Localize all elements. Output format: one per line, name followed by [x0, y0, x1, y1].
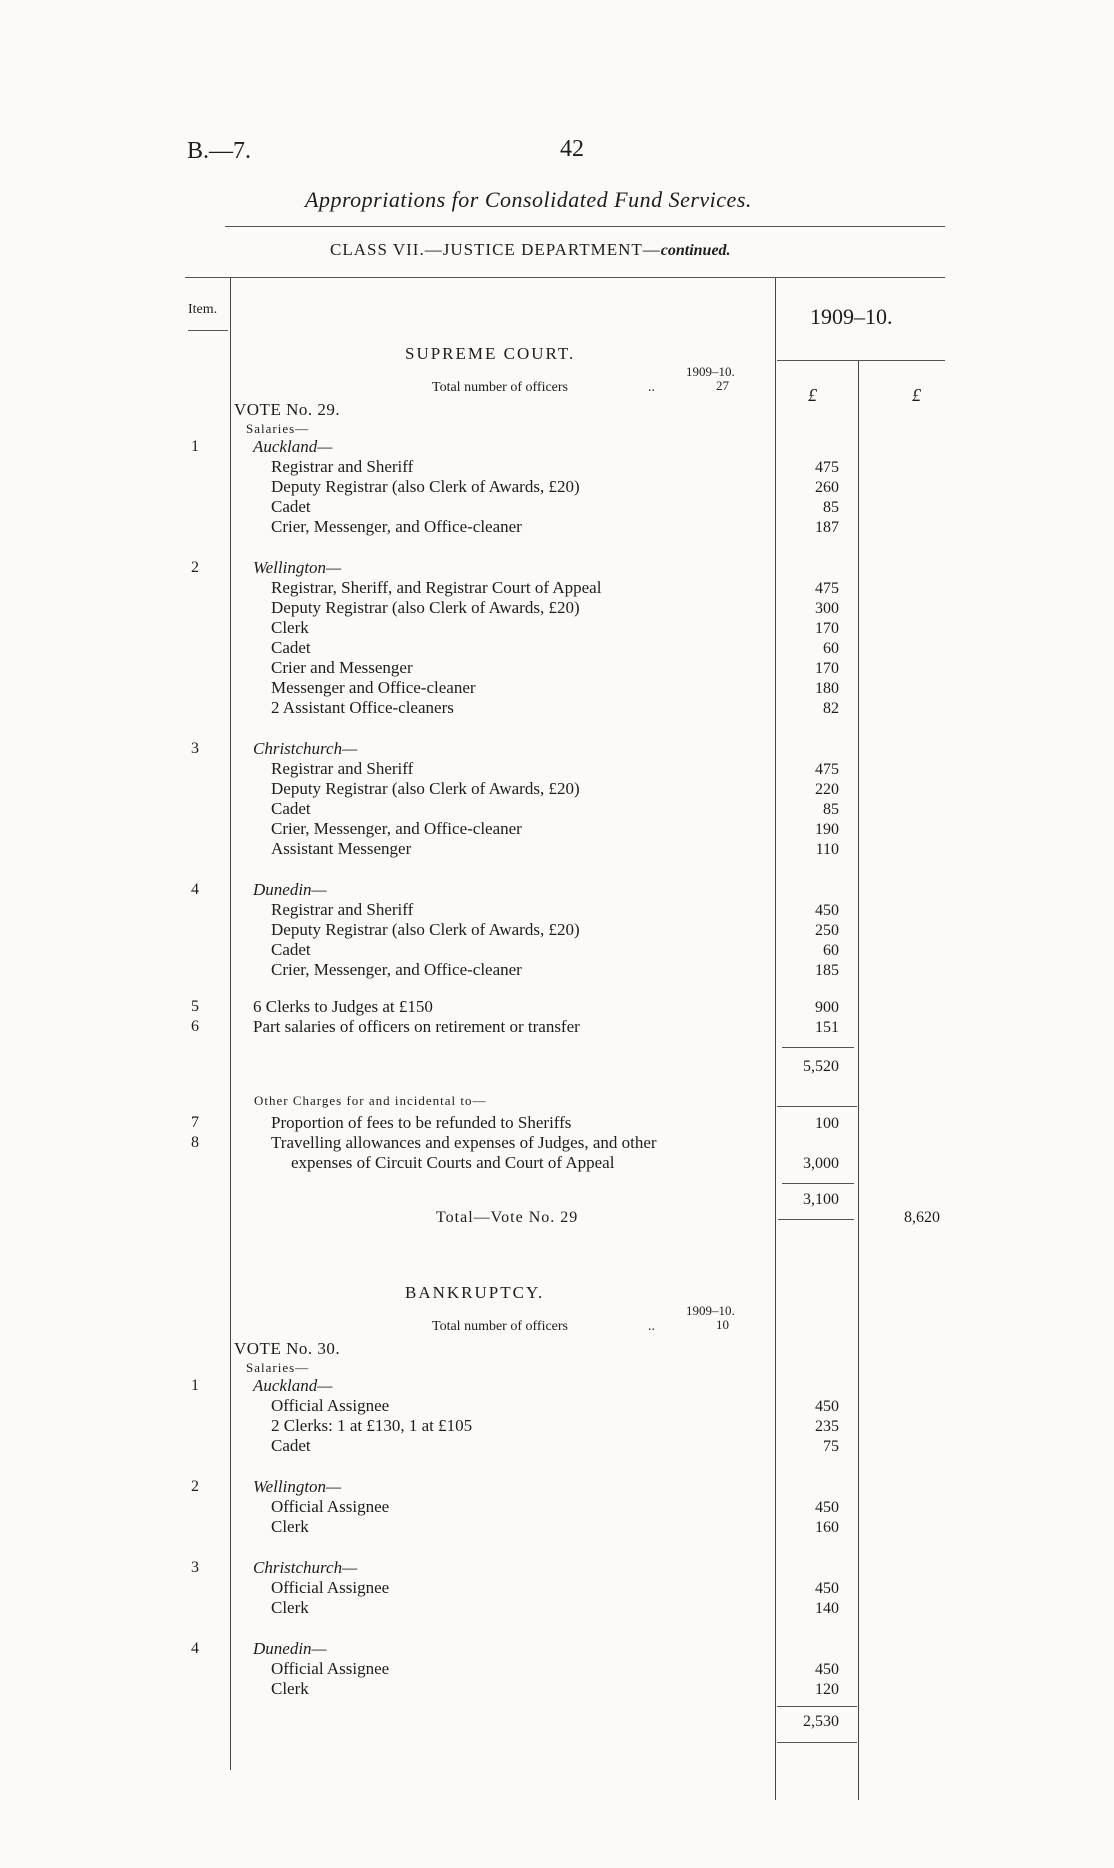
- bankruptcy-subtotal-rule: [777, 1706, 857, 1707]
- row-description: Clerk: [271, 618, 309, 637]
- table-row: [180, 638, 960, 657]
- vote-total: 8,620: [904, 1209, 940, 1226]
- row-description: Clerk: [271, 1598, 309, 1617]
- row-description: Crier, Messenger, and Office-cleaner: [271, 517, 522, 536]
- table-row: [180, 517, 960, 536]
- table-row: [180, 1113, 960, 1132]
- table-row: [180, 497, 960, 516]
- row-amount: 300: [815, 600, 839, 617]
- item-number: 4: [191, 1640, 199, 1657]
- table-row: [180, 940, 960, 959]
- row-amount: 85: [823, 499, 839, 516]
- class-title-suffix: continued.: [660, 242, 731, 259]
- officers-label: Total number of officers: [432, 1319, 568, 1334]
- pound-unit-2: £: [912, 385, 921, 405]
- table-row: [180, 960, 960, 979]
- row-description: Cadet: [271, 799, 311, 818]
- place-heading: Wellington—: [253, 558, 342, 577]
- row-description: 2 Assistant Office-cleaners: [271, 698, 454, 717]
- item-column-header: Item.: [188, 302, 218, 317]
- table-top-rule: [185, 277, 945, 278]
- charges-rule: [777, 1106, 857, 1107]
- row-description: Official Assignee: [271, 1659, 390, 1678]
- table-row: [180, 819, 960, 838]
- vote-total-label: Total—Vote No. 29: [436, 1209, 579, 1226]
- table-row: [180, 1017, 960, 1036]
- officers-label: Total number of officers: [432, 380, 568, 395]
- item-number: 3: [191, 740, 199, 757]
- table-row: [180, 457, 960, 476]
- bankruptcy-bottom-rule: [777, 1742, 857, 1743]
- row-amount: 170: [815, 620, 839, 637]
- row-description: Deputy Registrar (also Clerk of Awards, £20): [271, 779, 580, 798]
- page-reference: B.—7.: [187, 138, 252, 164]
- row-description: Clerk: [271, 1517, 309, 1536]
- row-amount: 120: [815, 1681, 839, 1698]
- row-amount: 187: [815, 519, 839, 536]
- supreme-section-title: SUPREME COURT.: [405, 344, 576, 363]
- row-description: Registrar and Sheriff: [271, 457, 414, 476]
- row-description: Cadet: [271, 940, 311, 959]
- salaries-subtotal: 5,520: [803, 1058, 839, 1075]
- group-heading: [180, 437, 960, 456]
- row-amount: 60: [823, 942, 839, 959]
- row-description: expenses of Circuit Courts and Court of Appeal: [291, 1153, 615, 1172]
- row-description: Deputy Registrar (also Clerk of Awards, £20): [271, 477, 580, 496]
- row-amount: 450: [815, 1398, 839, 1415]
- group-heading: [180, 1639, 960, 1658]
- year-header-rule: [777, 360, 945, 361]
- item-number: 4: [191, 881, 199, 898]
- table-row: [180, 698, 960, 717]
- table-row: [180, 997, 960, 1016]
- table-row: [180, 477, 960, 496]
- row-description: Deputy Registrar (also Clerk of Awards, £20): [271, 920, 580, 939]
- charges-subtotal: 3,100: [803, 1191, 839, 1208]
- table-row: [180, 920, 960, 939]
- place-heading: Dunedin—: [253, 1639, 327, 1658]
- row-description: Registrar, Sheriff, and Registrar Court of Appeal: [271, 578, 602, 597]
- page-number: 42: [560, 136, 584, 162]
- row-description: Crier, Messenger, and Office-cleaner: [271, 960, 522, 979]
- table-row: [180, 1497, 960, 1516]
- charges-total-rule: [782, 1183, 854, 1184]
- officers-year: 1909–10.: [686, 364, 735, 379]
- table-row: [180, 1578, 960, 1597]
- table-row: [180, 900, 960, 919]
- table-row: [180, 1598, 960, 1617]
- item-number: 3: [191, 1559, 199, 1576]
- title-rule: [225, 226, 945, 227]
- item-number: 2: [191, 559, 199, 576]
- row-amount: 475: [815, 761, 839, 778]
- row-amount: 475: [815, 459, 839, 476]
- row-amount: 450: [815, 902, 839, 919]
- table-row: [180, 1436, 960, 1455]
- table-row: [180, 1659, 960, 1678]
- row-amount: 75: [823, 1438, 839, 1455]
- row-amount: 100: [815, 1115, 839, 1132]
- table-row: [180, 1153, 960, 1172]
- page-title: Appropriations for Consolidated Fund Services.: [305, 187, 752, 212]
- item-number: 2: [191, 1478, 199, 1495]
- row-description: 2 Clerks: 1 at £130, 1 at £105: [271, 1416, 473, 1435]
- item-number: 6: [191, 1018, 199, 1035]
- table-row: [180, 678, 960, 697]
- group-heading: [180, 1376, 960, 1395]
- row-amount: 475: [815, 580, 839, 597]
- group-heading: [180, 558, 960, 577]
- row-description: Registrar and Sheriff: [271, 900, 414, 919]
- place-heading: Wellington—: [253, 1477, 342, 1496]
- group-heading: [180, 739, 960, 758]
- table-row: [180, 779, 960, 798]
- row-amount: 170: [815, 660, 839, 677]
- salaries-heading: Salaries—: [246, 1360, 310, 1375]
- row-amount: 260: [815, 479, 839, 496]
- table-row: [180, 839, 960, 858]
- table-row: [180, 578, 960, 597]
- item-number: 1: [191, 1377, 199, 1394]
- subtotal-rule: [782, 1047, 854, 1048]
- row-amount: 151: [815, 1019, 839, 1036]
- row-description: Official Assignee: [271, 1578, 390, 1597]
- group-heading: [180, 880, 960, 899]
- bankruptcy-section-title: BANKRUPTCY.: [405, 1283, 545, 1302]
- row-amount: 450: [815, 1661, 839, 1678]
- row-description: Proportion of fees to be refunded to Sheriffs: [271, 1113, 572, 1132]
- table-row: [180, 658, 960, 677]
- row-description: Cadet: [271, 1436, 311, 1455]
- row-description: Cadet: [271, 497, 311, 516]
- table-row: [180, 1416, 960, 1435]
- table-row: [180, 799, 960, 818]
- row-description: Registrar and Sheriff: [271, 759, 414, 778]
- row-amount: 235: [815, 1418, 839, 1435]
- vote-number: VOTE No. 29.: [234, 400, 341, 419]
- row-amount: 110: [815, 841, 839, 858]
- class-title-main: CLASS VII.—JUSTICE DEPARTMENT—: [330, 240, 661, 259]
- row-amount: 3,000: [803, 1155, 839, 1172]
- row-amount: 250: [815, 922, 839, 939]
- row-amount: 900: [815, 999, 839, 1016]
- item-number: 1: [191, 438, 199, 455]
- row-description: Deputy Registrar (also Clerk of Awards, £20): [271, 598, 580, 617]
- row-amount: 140: [815, 1600, 839, 1617]
- vote-number: VOTE No. 30.: [234, 1339, 341, 1358]
- group-heading: [180, 1477, 960, 1496]
- salaries-heading: Salaries—: [246, 421, 310, 436]
- officers-count: 10: [716, 1317, 729, 1332]
- year-column-header: 1909–10.: [810, 304, 893, 329]
- row-amount: 220: [815, 781, 839, 798]
- row-description: Official Assignee: [271, 1497, 390, 1516]
- group-heading: [180, 1558, 960, 1577]
- place-heading: Auckland—: [253, 1376, 333, 1395]
- table-row: [180, 1517, 960, 1536]
- row-amount: 180: [815, 680, 839, 697]
- row-amount: 160: [815, 1519, 839, 1536]
- row-description: 6 Clerks to Judges at £150: [253, 997, 433, 1016]
- row-description: Part salaries of officers on retirement or transfer: [253, 1017, 580, 1036]
- row-amount: 60: [823, 640, 839, 657]
- table-row: [180, 618, 960, 637]
- officers-dots: ..: [648, 380, 655, 395]
- other-charges-heading: Other Charges for and incidental to—: [254, 1093, 487, 1108]
- class-title: [330, 240, 731, 260]
- row-description: Messenger and Office-cleaner: [271, 678, 476, 697]
- row-description: Travelling allowances and expenses of Judges, and other: [271, 1133, 657, 1152]
- row-description: Cadet: [271, 638, 311, 657]
- table-row: [180, 1133, 960, 1152]
- bankruptcy-subtotal: 2,530: [803, 1713, 839, 1730]
- item-number: 7: [191, 1114, 199, 1131]
- row-amount: 82: [823, 700, 839, 717]
- place-heading: Dunedin—: [253, 880, 327, 899]
- officers-count: 27: [716, 378, 729, 393]
- row-amount: 85: [823, 801, 839, 818]
- place-heading: Auckland—: [253, 437, 333, 456]
- table-row: [180, 598, 960, 617]
- row-description: Clerk: [271, 1679, 309, 1698]
- row-amount: 185: [815, 962, 839, 979]
- row-amount: 450: [815, 1580, 839, 1597]
- row-amount: 450: [815, 1499, 839, 1516]
- table-row: [180, 1396, 960, 1415]
- pound-unit-1: £: [808, 385, 817, 405]
- officers-dots: ..: [648, 1319, 655, 1334]
- place-heading: Christchurch—: [253, 1558, 358, 1577]
- table-row: [180, 1679, 960, 1698]
- row-description: Crier, Messenger, and Office-cleaner: [271, 819, 522, 838]
- item-header-rule: [188, 330, 228, 331]
- item-number: 8: [191, 1134, 199, 1151]
- vote-total-rule: [778, 1219, 854, 1220]
- officers-year: 1909–10.: [686, 1303, 735, 1318]
- item-number: 5: [191, 998, 199, 1015]
- row-description: Assistant Messenger: [271, 839, 412, 858]
- place-heading: Christchurch—: [253, 739, 358, 758]
- row-description: Official Assignee: [271, 1396, 390, 1415]
- row-amount: 190: [815, 821, 839, 838]
- table-row: [180, 759, 960, 778]
- row-description: Crier and Messenger: [271, 658, 413, 677]
